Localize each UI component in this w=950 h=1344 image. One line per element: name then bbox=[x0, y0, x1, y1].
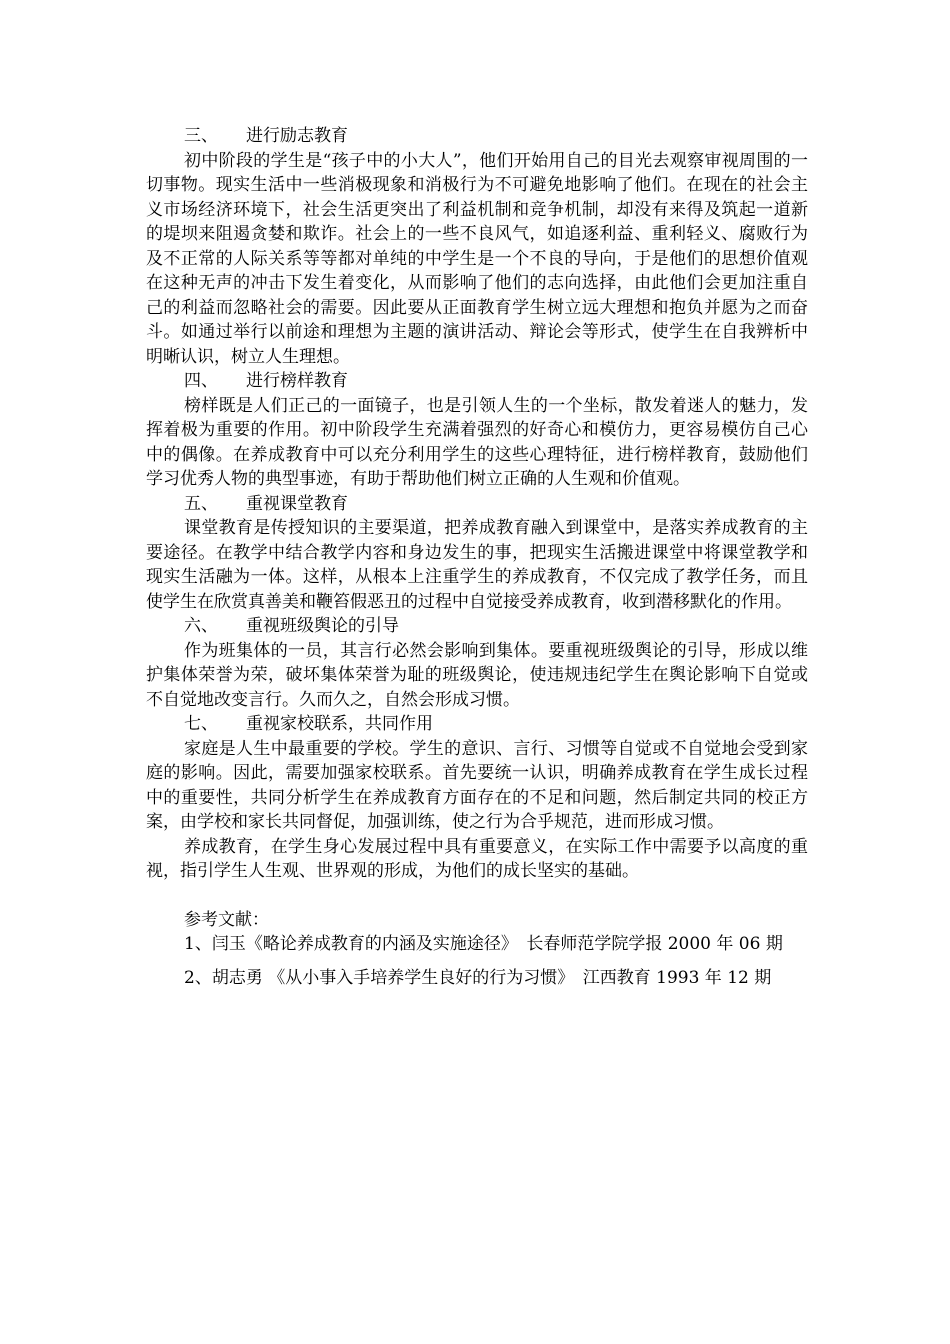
references-title: 参考文献： bbox=[184, 909, 269, 930]
section-heading-5 bbox=[146, 492, 808, 517]
section-number: 四、 bbox=[184, 371, 218, 391]
conclusion-paragraph: 养成教育，在学生身心发展过程中具有重要意义，在实际工作中需要予以高度的重视，指引学生人生观、世界观的形成，为他们的成长坚实的基础。 bbox=[146, 836, 808, 881]
section-heading-7 bbox=[146, 712, 808, 737]
section-number: 三、 bbox=[184, 126, 218, 146]
section-paragraph-4: 榜样既是人们正己的一面镜子，也是引领人生的一个坐标，散发着迷人的魅力，发挥着极为重要的作用。初中阶段学生充满着强烈的好奇心和模仿力，更容易模仿自己心中的偶像。在养成教育中可以充分利用学生的这些心理特征，进行榜样教育，鼓励他们学习优秀人物的典型事迹，有助于帮助他们树立正确的人生观和价值观。 bbox=[146, 395, 808, 489]
section-paragraph-5: 课堂教育是传授知识的主要渠道，把养成教育融入到课堂中，是落实养成教育的主要途径。在教学中结合教学内容和身边发生的事，把现实生活搬进课堂中将课堂教学和现实生活融为一体。这样，从根本上注重学生的养成教育，不仅完成了教学任务，而且使学生在欣赏真善美和鞭笞假恶丑的过程中自觉接受养成教育，收到潜移默化的作用。 bbox=[146, 518, 808, 612]
section-title: 重视家校联系，共同作用 bbox=[246, 714, 433, 734]
section-heading-4 bbox=[146, 369, 808, 394]
section-number: 六、 bbox=[184, 616, 218, 636]
section-title: 重视课堂教育 bbox=[246, 493, 348, 514]
section-title: 重视班级舆论的引导 bbox=[246, 616, 399, 636]
spacer bbox=[146, 884, 808, 908]
section-paragraph-7: 家庭是人生中最重要的学校。学生的意识、言行、习惯等自觉或不自觉地会受到家庭的影响。因此，需要加强家校联系。首先要统一认识，明确养成教育在学生成长过程中的重要性，共同分析学生在养成教育方面存在的不足和问题，然后制定共同的校正方案，由学校和家长共同督促，加强训练，使之行为合乎规范，进而形成习惯。 bbox=[146, 738, 808, 832]
section-number: 五、 bbox=[184, 493, 218, 514]
section-number: 七、 bbox=[184, 714, 218, 734]
section-paragraph-6: 作为班集体的一员，其言行必然会影响到集体。要重视班级舆论的引导，形成以维护集体荣誉为荣，破坏集体荣誉为耻的班级舆论，使违规违纪学生在舆论影响下自觉或不自觉地改变言行。久而久之，自然会形成习惯。 bbox=[146, 640, 808, 710]
section-paragraph-3: 初中阶段的学生是“孩子中的小大人”，他们开始用自己的目光去观察审视周围的一切事物。现实生活中一些消极现象和消极行为不可避免地影响了他们。在现在的社会主义市场经济环境下，社会生活更突出了利益机制和竞争机制，却没有来得及筑起一道新的堤坝来阻遏贪婪和欺诈。社会上的一些不良风气，如追逐利益、重利轻义、腐败行为及不正常的人际关系等等都对单纯的中学生是一个不良的导向，于是他们的思想价值观在这种无声的冲击下发生着变化，从而影响了他们的志向选择，由此他们会更加注重自己的利益而忽略社会的需要。因此要从正面教育学生树立远大理想和抱负并愿为之而奋斗。如通过举行以前途和理想为主题的演讲活动、辩论会等形式，使学生在自我辨析中明晰认识，树立人生理想。 bbox=[146, 150, 808, 367]
section-title: 进行励志教育 bbox=[246, 126, 348, 146]
reference-item: 1、闫玉《略论养成教育的内涵及实施途径》 长春师范学院学报 2000 年 06 期 bbox=[184, 934, 783, 954]
section-heading-3 bbox=[146, 124, 808, 149]
reference-item: 2、胡志勇 《从小事入手培养学生良好的行为习惯》 江西教育 1993 年 12 期 bbox=[184, 967, 772, 988]
section-heading-6 bbox=[146, 614, 808, 639]
section-title: 进行榜样教育 bbox=[246, 371, 348, 391]
document-page bbox=[146, 124, 808, 999]
